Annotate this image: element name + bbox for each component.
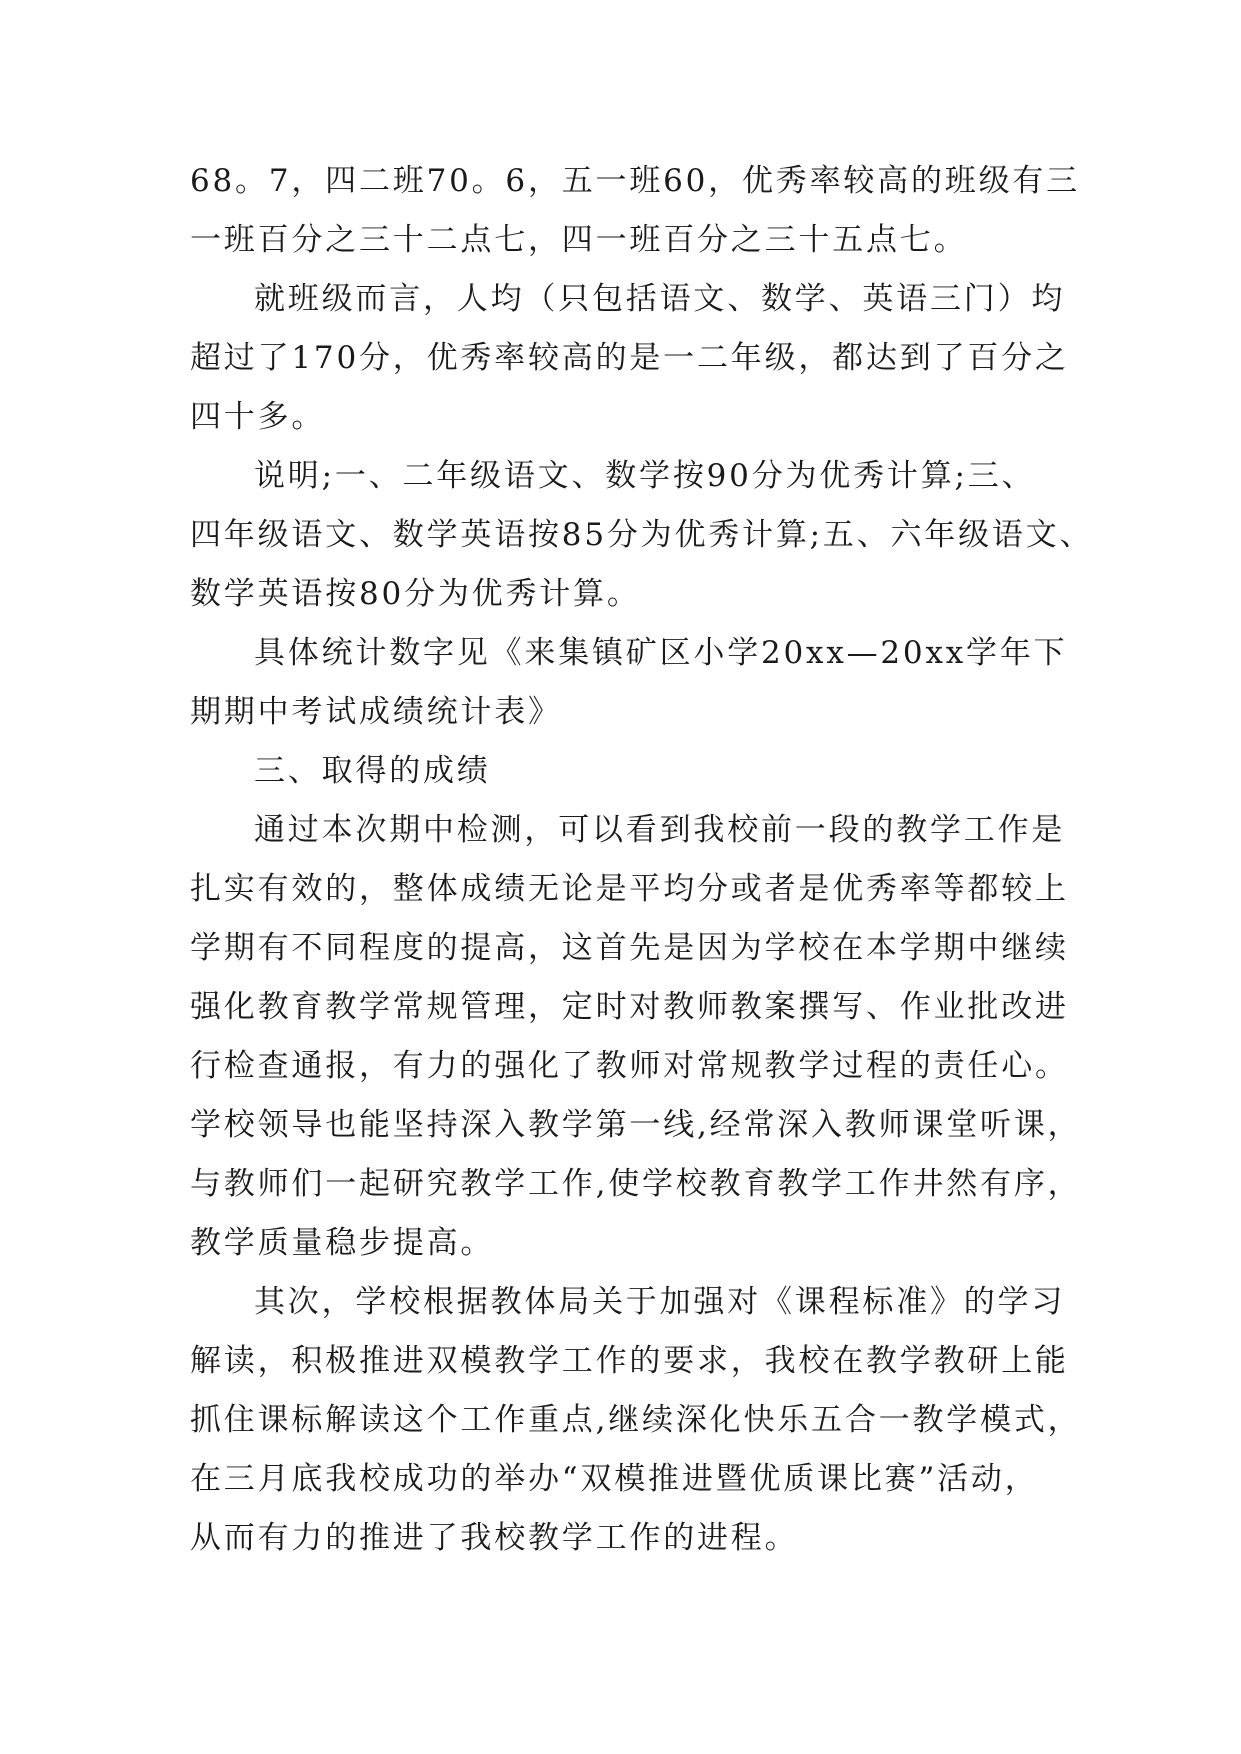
text-line: 解读，积极推进双模教学工作的要求，我校在教学教研上能 (190, 1343, 1069, 1379)
text-line: 与教师们一起研究教学工作,使学校教育教学工作井然有序， (190, 1166, 1082, 1202)
text-line: 期期中考试成绩统计表》 (190, 694, 562, 730)
text-line: 说明;一、二年级语文、数学按90分为优秀计算;三、 (254, 458, 1036, 494)
text-line: 学校领导也能坚持深入教学第一线,经常深入教师课堂听课， (190, 1107, 1082, 1143)
text-line: 四十多。 (190, 399, 326, 435)
text-line: 具体统计数字见《来集镇矿区小学20xx—20xx学年下 (254, 635, 1068, 671)
text-line: 一班百分之三十二点七，四一班百分之三十五点七。 (190, 222, 968, 258)
text-line: 扎实有效的，整体成绩无论是平均分或者是优秀率等都较上 (190, 871, 1069, 907)
text-line: 教学质量稳步提高。 (190, 1225, 495, 1261)
text-line: 四年级语文、数学英语按85分为优秀计算;五、六年级语文、 (190, 517, 1094, 553)
document-body (190, 152, 1094, 1568)
text-line: 68。7，四二班70。6，五一班60，优秀率较高的班级有三 (190, 163, 1080, 199)
text-line: 就班级而言，人均（只包括语文、数学、英语三门）均 (254, 281, 1066, 317)
text-line: 超过了170分，优秀率较高的是一二年级，都达到了百分之 (190, 340, 1069, 376)
text-line: 抓住课标解读这个工作重点,继续深化快乐五合一教学模式， (190, 1402, 1082, 1438)
text-line: 数学英语按80分为优秀计算。 (190, 576, 641, 612)
text-line: 从而有力的推进了我校教学工作的进程。 (190, 1520, 799, 1556)
text-line: 其次，学校根据教体局关于加强对《课程标准》的学习 (254, 1284, 1066, 1320)
text-line: 行检查通报，有力的强化了教师对常规教学过程的责任心。 (190, 1048, 1069, 1084)
text-line: 通过本次期中检测，可以看到我校前一段的教学工作是 (254, 812, 1066, 848)
text-line: 学期有不同程度的提高，这首先是因为学校在本学期中继续 (190, 930, 1069, 966)
text-line: 三、取得的成绩 (254, 753, 491, 789)
text-line: 强化教育教学常规管理，定时对教师教案撰写、作业批改进 (190, 989, 1069, 1025)
text-line: 在三月底我校成功的举办“双模推进暨优质课比赛”活动， (190, 1461, 1039, 1497)
